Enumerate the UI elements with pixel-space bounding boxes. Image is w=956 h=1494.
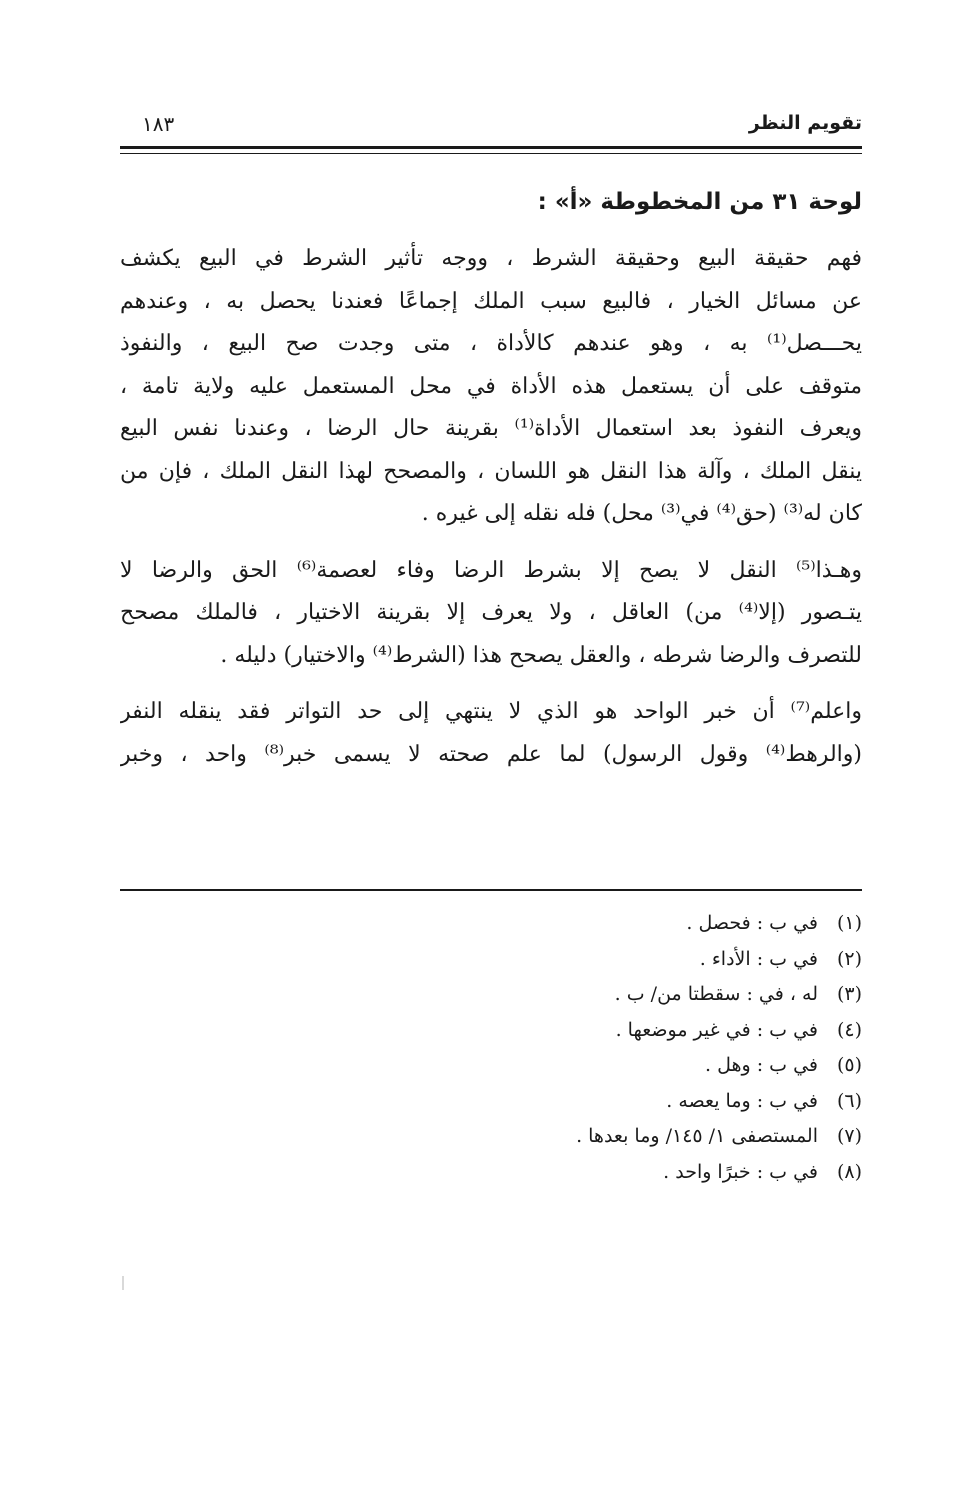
- text-line: فهم حقيقة البيع وحقيقة الشرط ، ووجه تأثير الشرط في البيع يكشف: [120, 246, 862, 271]
- text-line: واعلم⁽⁷⁾ أن خبر الواحد هو الذي لا ينتهي إلى حد التواتر فقد ينقله النفر: [120, 699, 862, 724]
- page-number: ١٨٣: [142, 112, 175, 136]
- paragraph-1: [120, 238, 862, 536]
- footnote-number: (٢): [836, 947, 862, 970]
- paragraph-2: [120, 550, 862, 678]
- footnote-text: في ب : في غير موضعها .: [615, 1018, 818, 1041]
- header-rule-thin: [120, 153, 862, 154]
- page-content: [120, 0, 862, 1494]
- text-line: كان له⁽³⁾ (حق⁽⁴⁾ في⁽³⁾ محل) فله نقله إلى غيره .: [421, 501, 862, 526]
- footnote-text: في ب : فحصل .: [686, 912, 818, 934]
- running-title: تقويم النظر: [748, 112, 862, 134]
- footnote-text: له ، في : سقطتا من/ ب .: [614, 983, 818, 1005]
- footnote-text: في ب : الأداء .: [699, 947, 818, 970]
- text-line: متوقف على أن يستعمل هذه الأداة في محل المستعمل عليه ولاية تامة ،: [120, 373, 862, 399]
- footnote-number: (٦): [836, 1089, 862, 1112]
- text-line: ينقل الملك ، وآلة هذا النقل هو اللسان ، والمصحح لهذا النقل الملك ، فإن من: [120, 458, 862, 484]
- footnote-number: (٧): [836, 1125, 862, 1147]
- footnote-item: [120, 942, 862, 978]
- section-heading: لوحة ٣١ من المخطوطة «أ» :: [537, 189, 862, 215]
- text-line: عن مسائل الخيار ، فالبيع سبب الملك إجماعًا فعندنا يحصل به ، وعندهم: [120, 288, 862, 314]
- footnote-number: (٨): [836, 1160, 862, 1183]
- text-line: يتـصور (إلا⁽⁴⁾ من) العاقل ، ولا يعرف إلا بقرينة الاختيار ، فالملك مصحح: [120, 600, 862, 625]
- footnote-number: (١): [836, 912, 862, 934]
- text-line: وهـذا⁽⁵⁾ النقل لا يصح إلا بشرط الرضا وفاء لعصمة⁽⁶⁾ الحق والرضا لا: [120, 557, 862, 583]
- footnote-text: المستصفى ١/ ١٤٥/ وما بعدها .: [576, 1125, 818, 1147]
- footnote-item: [120, 1013, 862, 1049]
- footnote-number: (٤): [836, 1018, 862, 1041]
- scan-mark: [122, 1276, 124, 1290]
- footnote-number: (٥): [836, 1054, 862, 1076]
- footnote-text: في ب : وهل .: [705, 1054, 818, 1076]
- header-rule-thick: [120, 146, 862, 149]
- running-head: [120, 112, 862, 144]
- footnote-item: [120, 906, 862, 942]
- text-line: (والرهط⁽⁴⁾ وقول الرسول) لما علم صحته لا يسمى خبر⁽⁸⁾ واحد ، وخبر: [120, 741, 862, 767]
- footnote-text: في ب : وما يعصه .: [666, 1089, 818, 1112]
- text-line: يحـــصل⁽¹⁾ به ، وهو عندهم كالأداة ، متى وجدت صح البيع ، والنفوذ: [120, 331, 862, 356]
- text-line: للتصرف والرضا شرطه ، والعقل يصحح هذا (الشرط⁽⁴⁾ والاختيار) دليله .: [220, 642, 862, 668]
- footnote-item: [120, 1084, 862, 1120]
- paragraph-3: [120, 691, 862, 776]
- footnote-list: [120, 906, 862, 1190]
- footnote-item: [120, 1119, 862, 1155]
- footnote-number: (٣): [836, 983, 862, 1005]
- text-line: ويعرف النفوذ بعد استعمال الأداة⁽¹⁾ بقرينة حال الرضا ، وعندنا نفس البيع: [120, 416, 862, 441]
- footnote-item: [120, 977, 862, 1013]
- footnote-text: في ب : خبرًا واحد .: [663, 1160, 818, 1183]
- footnote-separator: [120, 889, 862, 891]
- footnote-item: [120, 1155, 862, 1191]
- body-text: [120, 238, 862, 790]
- footnote-item: [120, 1048, 862, 1084]
